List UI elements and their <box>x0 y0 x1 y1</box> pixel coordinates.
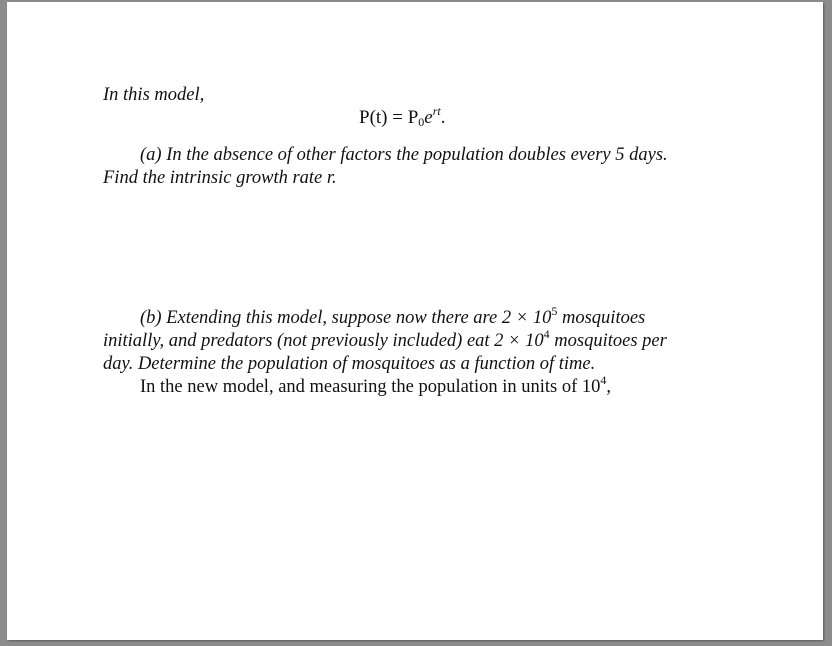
new-model-comma: , <box>606 377 611 397</box>
part-b-line-1-exponent: 5 <box>551 304 558 318</box>
new-model-text: In the new model, and measuring the population in units of 10 <box>140 377 601 397</box>
part-a-line-1: (a) In the absence of other factors the population doubles every 5 days. <box>140 145 668 165</box>
equation-subscript: 0 <box>418 115 425 129</box>
growth-equation <box>359 104 446 129</box>
equation-exponent: rt <box>432 104 441 118</box>
intro-text: In this model, <box>103 85 205 105</box>
equation-base: e <box>424 107 433 128</box>
part-b-line-3: day. Determine the population of mosquitoes as a function of time. <box>103 354 596 374</box>
part-b-line-1-tail: mosquitoes <box>557 308 646 328</box>
part-b-line-1-text: (b) Extending this model, suppose now there are 2 × 10 <box>140 308 552 328</box>
part-b-line-2-tail: mosquitoes per <box>549 331 667 351</box>
part-a-line-2: Find the intrinsic growth rate r. <box>103 168 337 188</box>
new-model-exponent: 4 <box>600 373 607 387</box>
part-b-line-2-text: initially, and predators (not previously included) eat 2 × 10 <box>103 331 544 351</box>
new-model-line <box>140 373 611 399</box>
part-b-line-2-exponent: 4 <box>543 327 550 341</box>
part-b-line-1 <box>140 304 646 330</box>
equation-period: . <box>440 107 446 128</box>
equation-lhs: P(t) = P <box>359 107 419 128</box>
document-page <box>7 2 823 640</box>
part-b-line-2 <box>103 327 667 353</box>
